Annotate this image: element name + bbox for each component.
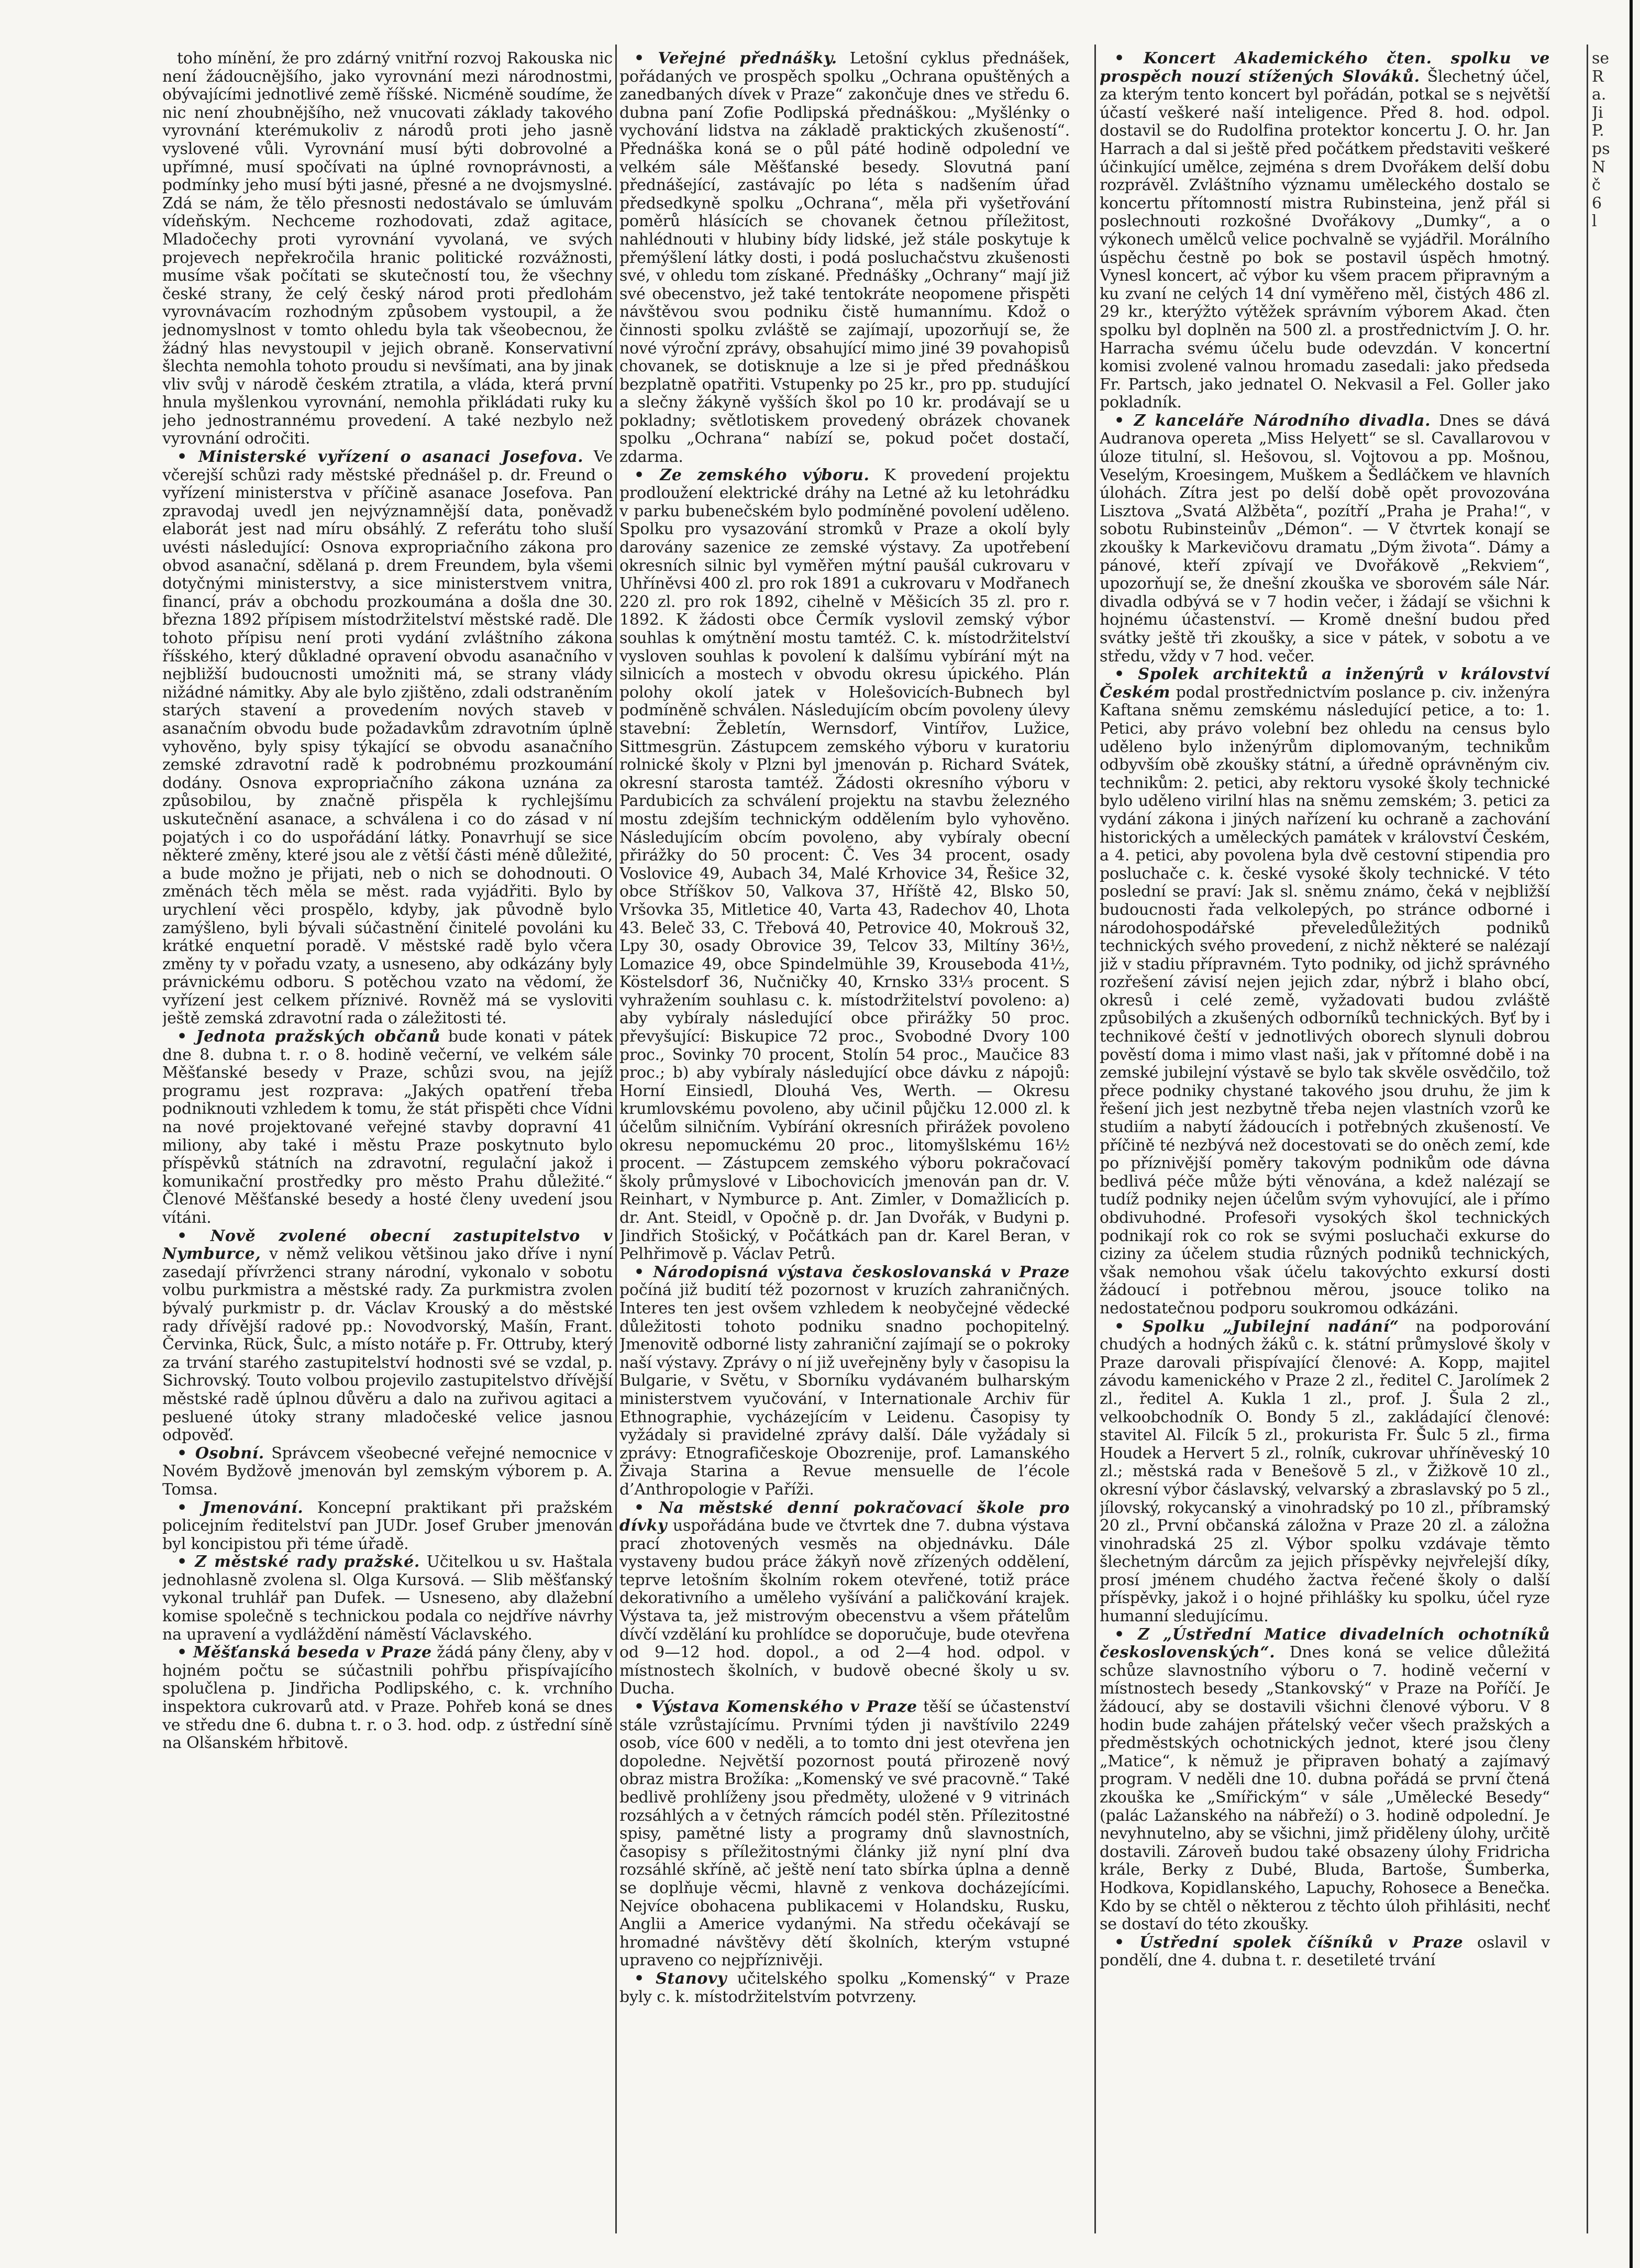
column-right <box>1100 50 1550 2218</box>
article-text: na podporování chudých a hodných žáků c. k. státní průmyslové školy v Praze darovali přispívající členové: A. Kopp, majitel závodu kamenického v Praze 2 zl., ředitel C. Jarolímek 2 zl., ředitel A. Kukla 1 zl., prof. J. Šula 2 zl., velkoobchodník O. Bondy 5 zl., zakládající členové: stavitel Al. Filcík 5 zl., prokurista Fr. Šulc 5 zl., firma Houdek a Hervert 5 zl., rolník, cukrovar uhříněveský 10 zl.; městská rada v Benešově 5 zl., v Žižkově 10 zl., okresní výbor čáslavský, velvarský a zbraslavský po 5 zl., jílovský, rokycanský a vinohradský po 10 zl., příbramský 20 zl., První občanská záložna v Praze 20 zl. a záložna vinohradská 25 zl. Výbor spolku vzdávaje těmto šlechetným dárcům za jejich příspěvky nejvřelejší díky, prosí jménem chudého žactva řečené školy o další příspěvky, jakož i o hojné přihlášky ku spolku, účel ryze humanní sledujícímu. <box>1100 1317 1550 1626</box>
page-border <box>1630 0 1633 2268</box>
article-text: toho mínění, že pro zdárný vnitřní rozvoj Rakouska nic není žádoucnějšího, jako vyrovnání mezi národnostmi, obývajícími jednotlivé země říšské. Nicméně soudíme, že nic není zhoubnějšího, než vnucovati základy takového vyrovnání kterémukoliv z národů proti jeho jasně vyslovené vůli. Vyrovnání musí býti dobrovolné a upřímné, musí spočívati na úplné rovnoprávnosti, a podmínky jeho musí býti jasné, přesné a ne dvojsmyslné. Zdá se nám, že tělo přesnosti nedostávalo se úmluvám vídeňským. Nechceme rozhodovati, zdaž agitace, Mladočechy proti vyrovnání vyvolaná, ve svých projevech nepřekročila hranic politické rozvážnosti, musíme však počítati se skutečností tou, že všechny české strany, že celý český národ proti předlohám vyrovnávacím rozhodným způsobem vystoupil, a že jednomyslnost v tomto ohledu byla tak všeobecnou, že žádný hlas nevystoupil v jejich obraně. Konservativní šlechta nemohla tohoto proudu si nevšímati, ana by jinak vliv svůj v národě českém ztratila, a vláda, která první hnula myšlenkou vyrovnání, nemohla přikládati ruky ku jeho jednostrannému provedení. A také nezbylo než vyrovnání odročiti. <box>162 50 613 448</box>
article-text: oslavil v pondělí, dne 4. dubna t. r. desetileté trvání <box>1100 1933 1550 1970</box>
edge-fragment: Ji <box>1592 103 1603 122</box>
article-paragraph <box>162 1499 613 1554</box>
edge-fragment: R <box>1592 67 1604 86</box>
article-heading: • Na městské denní pokračovací škole pro dívky <box>619 1499 1070 1535</box>
article-heading: • Jmenování. <box>177 1499 303 1517</box>
article-paragraph <box>1100 1318 1550 1626</box>
article-paragraph <box>1100 50 1550 412</box>
article-paragraph <box>162 1644 613 1753</box>
article-text: v němž velikou většinou jako dříve i nyní zasedají přívrženci strany národní, vykonalo v sobotu volbu purkmistra a městské rady. Za purkmistra zvolen bývalý purkmistr p. dr. Václav Krouský a do městské rady dřívější radové pp.: Novodvorský, Mašín, Frant. Červinka, Rück, Šulc, a místo notáře p. Fr. Ottruby, který za trvání starého zastupitelství hodnosti své se vzdal, p. Sichrovský. Touto volbou projevilo zastupitelstvo dřívější městské radě úplnou důvěru a dalo na zuřivou agitaci a pesluené útoky strany mladočeské velice jasnou odpověď. <box>162 1245 613 1445</box>
article-text: K provedení projektu prodloužení elektrické dráhy na Letné až ku letohrádku v parku bubenečském bylo podmíněné povolení uděleno. Spolku pro vysazování stromků v Praze a okolí byly darovány sazenice ze zemské výstavy. Za upotřebení okresních silnic byl vyměřen mýtní paušál cukrovaru v Uhříněvsi 400 zl. pro rok 1891 a cukrovaru v Modřanech 220 zl. pro rok 1892, cihelně v Měšicích 35 zl. pro r. 1892. K žádosti obce Čermík vyslovil zemský výbor souhlas k omýtnění mostu tamtéž. C. k. místodržitelství vysloven souhlas k povolení k dalšímu vybírání mýt na silnicích a mostech v obvodu okresu úpického. Plán polohy okolí jatek v Holešovicích-Bubnech byl podmíněně schválen. Následujícím obcím povoleny úlevy stavební: Žebletín, Wernsdorf, Vintířov, Lužice, Sittmesgrün. Zástupcem zemského výboru v kuratoriu rolnické školy v Plzni byl jmenován p. Richard Svátek, okresní starosta tamtéž. Žádosti okresního výboru v Pardubicích za schválení projektu na stavbu železného mostu zdejším technickým oddělením bylo vyhověno. Následujícím obcím povoleno, aby vybíraly obecní přirážky do 50 procent: Č. Ves 34 procent, osady Voslovice 49, Aubach 34, Malé Krhovice 34, Řešice 32, obce Stříškov 50, Valkova 37, Hříště 42, Blsko 50, Vršovka 35, Mitletice 40, Varta 43, Radechov 40, Lhota 43. Beleč 33, C. Třebová 40, Petrovice 40, Mokrouš 32, Lpy 30, osady Obrovice 39, Telcov 33, Miltíny 36½, Lomazice 49, obce Spindelmühle 39, Krouseboda 41½, Köstelsdorf 36, Nučničky 40, Krnsko 33⅓ procent. S vyhražením souhlasu c. k. místodržitelství povoleno: a) aby vybíraly následující obce přirážky 50 proc. převyšující: Biskupice 72 proc., Svobodné Dvory 100 proc., Sovinky 70 procent, Stolín 54 proc., Maučice 83 proc.; b) aby vybíraly následující obce dávku z nápojů: Horní Einsiedl, Dlouhá Ves, Werth. — Okresu krumlovskému povoleno, aby učinil půjčku 12.000 zl. k účelům silničním. Vybírání okresních přirážek povoleno okresu nepomuckému 20 proc., litomyšlskému 16½ procent. — Zástupcem zemského výboru pokračovací školy průmyslové v Libochovicích jmenován pan dr. V. Reinhart, v Nymburce p. Ant. Zimler, v Domažlicích p. dr. Ant. Steidl, v Opočně p. dr. Jan Dvořák, v Budyni p. Jindřich Stošický, v Počátkách pan dr. Karel Beran, v Pelhřimově p. Václav Petrů. <box>619 466 1070 1264</box>
article-text: žádá pány členy, aby v hojném počtu se súčastnili pohřbu přispívajícího spolučlena p. Jindřicha Podlipského, c. k. vrchního inspektora cukrovarů atd. v Praze. Pohřeb koná se dnes ve středu dne 6. dubna t. r. o 3. hod. odp. z ústřední síně na Olšanském hřbitově. <box>162 1643 613 1753</box>
article-text: Dnes se dává Audranova opereta „Miss Helyett“ se sl. Cavallarovou v úloze titulní, sl. Hešovou, sl. Vojtovou a pp. Mošnou, Veselým, Kroesingem, Muškem a Šedláčkem ve hlavních úlohách. Zítra jest po delší době opět provozována Lisztova „Svatá Alžběta“, pozítří „Praha je Praha!“, v sobotu Rubinsteinův „Démon“. — V čtvrtek konají se zkoušky k Markevičovu dramatu „Dým života“. Dámy a pánové, kteří zpívají ve Dvořákově „Rekviem“, upozorňují se, že dnešní zkouška ve sborovém sále Nár. divadla odbývá se v 7 hodin večer, i žádají se všichni k hojnému účastenství. — Kromě dnešní budou před svátky ještě tři zkoušky, a sice v pátek, v sobotu a ve středu, vždy v 7 hod. večer. <box>1100 411 1550 666</box>
article-text: učitelského spolku „Komenský“ v Praze byly c. k. místodržitelstvím potvrzeny. <box>619 1969 1070 2006</box>
edge-fragment: a. <box>1592 85 1606 104</box>
article-paragraph <box>162 50 613 448</box>
article-heading: • Spolku „Jubilejní nadání“ <box>1114 1318 1399 1336</box>
article-text: Šlechetný účel, za kterým tento koncert byl pořádán, potkal se s největší účastí veškeré naší inteligence. Před 8. hod. odpol. dostavil se do Rudolfina protektor koncertu J. O. hr. Jan Harrach a dal si ještě před počátkem představiti veškeré účinkující umělce, zejména s drem Dvořákem delší dobu rozprávěl. Zvláštního významu uměleckého dostalo se koncertu přítomností mistra Rubinsteina, jenž přál si poslechnouti rozkošné Dvořákovy „Dumky“, a o výkonech umělců velice pochvalně se vyjádřil. Morálního úspěchu čestně po bok se postavil úspěch hmotný. Vynesl koncert, ač výbor ku všem pracem připravným a ku zvaní ne celých 14 dní vyměřeno měl, čistých 486 zl. 29 kr., kterýžto výtěžek správním výborem Akad. čten spolku byl doplněn na 500 zl. a prostřednictvím J. O. hr. Harracha svému účelu bude odevzdán. V koncertní komisi zvolené valnou hromadu zasedali: jako předseda Fr. Partsch, jako jednatel O. Nekvasil a Fel. Goller jako pokladník. <box>1100 67 1550 412</box>
article-paragraph <box>619 1499 1070 1699</box>
article-heading: • Spolek architektů a inženýrů v království Českém <box>1100 665 1550 702</box>
article-heading: • Koncert Akademického čten. spolku ve prospěch nouzí stížených Slováků. <box>1100 50 1550 86</box>
article-paragraph <box>619 1698 1070 1970</box>
article-paragraph <box>619 50 1070 467</box>
article-paragraph <box>162 1445 613 1499</box>
article-heading: • Měšťanská beseda v Praze <box>177 1643 432 1662</box>
article-paragraph <box>619 1970 1070 2006</box>
article-paragraph <box>1100 666 1550 1318</box>
article-heading: • Ze zemského výboru. <box>634 466 870 484</box>
edge-fragment: ps <box>1592 139 1610 158</box>
article-text: Koncepní praktikant při pražském policejním ředitelství pan JUDr. Josef Gruber jmenován byl koncipistou při téme úřadě. <box>162 1498 613 1553</box>
article-text: Správcem všeobecné veřejné nemocnice v Novém Bydžově jmenován byl zemským výborem p. A. Tomsa. <box>162 1444 613 1499</box>
edge-fragment: se <box>1592 50 1610 68</box>
article-text: Dnes koná se velice důležitá schůze slavnostního výboru o 7. hodině večerní v místnostech besedy „Stankovský“ v Praze na Poříčí. Je žádoucí, aby se dostavili všichni členové výboru. V 8 hodin bude zahájen přátelský večer všech pražských a předměstských ochotnických jednot, které jsou členy „Matice“, k němuž je připraven bohatý a zajímavý program. V neděli dne 10. dubna pořádá se první čtená zkouška ke „Smířickým“ v sále „Umělecké Besedy“ (palác Lažanského na nábřeží) o 3. hodině odpolední. Je nevyhnutelno, aby se všichni, jimž přiděleny úlohy, určitě dostavili. Zároveň budou také obsazeny úlohy Fridricha krále, Berky z Dubé, Bluda, Bartoše, Šumberka, Hodkova, Kopidlanského, Lapuchy, Rohosece a Benečka. Kdo by se chtěl o některou z těchto úloh přihlásiti, nechť se dostaví do této zkoušky. <box>1100 1643 1550 1934</box>
article-heading: • Z městské rady pražské. <box>177 1553 420 1571</box>
article-paragraph <box>619 467 1070 1264</box>
edge-fragment: č <box>1592 176 1601 195</box>
article-heading: • Výstava Komenského v Praze <box>634 1698 917 1716</box>
article-paragraph <box>162 448 613 1028</box>
article-heading: • Veřejné přednášky. <box>634 50 837 68</box>
article-heading: • Nově zvolené obecní zastupitelstvo v Nymburce, <box>162 1227 613 1264</box>
article-heading: • Národopisná výstava českoslovanská v Praze <box>634 1263 1070 1281</box>
edge-fragment: N <box>1592 158 1606 176</box>
article-paragraph <box>1100 412 1550 666</box>
article-text: uspořádána bude ve čtvrtek dne 7. dubna výstava prací zhotovených vesměs na objednávku. Dále vystaveny budou práce žákyň nově zřízených oddělení, teprve letošním školním rokem otevřené, totiž práce dekorativního a uměleho vyšívání a paličkování krajek. Výstava ta, jež mistrovým obecenstvu a všem přátelům dívčí vzdělání ku prohlídce se doporučuje, bude otevřena od 9—12 hod. dopol., a od 2—4 hod. odpol. v místnostech školních, v budově obecné školy u sv. Ducha. <box>619 1517 1070 1698</box>
article-text: bude konati v pátek dne 8. dubna t. r. o 8. hodině večerní, ve velkém sále Měšťanské besedy v Praze, schůzi svou, na jejíž programu jest rozprava: „Jakých opatření třeba podniknouti vzhledem k tomu, že stát přispěti chce Vídni na nové projektované veřejné stavby dopravní 41 miliony, aby také i městu Praze poskytnuto bylo příspěvků státních na zdravotní, regulační jakož i komunikační prostředky pro město Prahu důležité.“ Členové Měšťanské besedy a hosté členy uvedení jsou vítáni. <box>162 1027 613 1227</box>
column-divider <box>615 45 617 2233</box>
article-heading: • Jednota pražských občanů <box>177 1027 440 1046</box>
article-text: těší se účastenství stále vzrůstajícímu. Prvními týden ji navštívilo 2249 osob, více 600 v neděli, a to tomto dni jest otevřena jen dopoledne. Největší pozornost poutá přirozeně nový obraz mistra Brožíka: „Komenský ve své pracovně.“ Také bedlivě prohlíženy jsou předměty, uložené v 9 vitrinách rozsáhlých a v četných rámcích podél stěn. Přílezitostné spisy, pamětné listy a programy dnů slavnostních, časopisy s příležitostnými články již nyní plní dva rozsáhlé skříně, ač ještě není tato sbírka úplna a denně se doplňuje věcmi, hlavně z venkova docházejícími. Nejvíce obohacena publikacemi v Holandsku, Rusku, Anglii a Americe vydanými. Na středu očekávají se hromadné návštěvy dětí školních, kterým vstupné upraveno co nejpříznivěji. <box>619 1698 1070 1970</box>
edge-fragment: 6 <box>1592 194 1602 213</box>
column-left <box>162 50 613 2218</box>
article-paragraph <box>162 1553 613 1644</box>
article-paragraph <box>162 1227 613 1445</box>
article-paragraph <box>619 1264 1070 1499</box>
column-divider <box>1587 45 1588 2233</box>
article-text: podal prostřednictvím poslance p. civ. inženýra Kaftana sněmu zemskému následující petice, a to: 1. Petici, aby právo volební bez ohledu na census bylo uděleno bylo inženýrům diplomovaným, technikům odbyvším obě zkoušky státní, a úředně oprávněným civ. technikům: 2. petici, aby rektoru vysoké školy technické bylo uděleno virilní hlas na sněmu zemském; 3. petici za vydání zákona i jiných nařízení ku ochraně a zachování historických a uměleckých památek v království Českém, a 4. petici, aby povolena byla dvě cestovní stipendia pro posluchače c. k. české vysoké školy technické. V této poslední se praví: Jak sl. sněmu známo, čeká v nejbližší budoucnosti řada velkolepých, po stránce odborné i národohospodářské převeledůležitých podniků technických svého provedení, z nichž některé se nalézají již v stadiu přípravném. Tyto podniky, od jichž správného rozřešení závisí nejen jejich zdar, nýbrž i blaho obcí, okresů i celé země, vyžadovati budou zvláště způsobilých a zkušených odborníků technických. Byť by i technikové čeští v jednotlivých oborech slynuli dobrou pověstí doma i mimo vlast naši, jak v přítomné době i na zemské jubilejní výstavě se bylo tak skvěle osvědčilo, tož přece podniky chystané takového jsou druhu, že jim k řešení jich jest nezbytně třeba nejen vlastních vzorů ke studiím a nabytí žádoucích i potřebných zkušeností. Ve příčině té nezbývá než docestovati se do oněch zemí, kde po příznivější poměry takovým podnikům ode dávna bedlivá péče může býti věnována, a kdež nalézají se tudíž podniky nejen účelům svým vyhovující, ale i přímo obdivuhodné. Profesoři vysokých škol technických podnikají rok co rok se svými posluchači exkurse do ciziny za účelem studia různých podniků technických, však nemohou však účelu takovýchto exkursí dosti žádoucí i potřebnou měrou, jsouce toliko na nedostatečnou podporu soukromou odkázáni. <box>1100 683 1550 1318</box>
article-heading: • Ústřední spolek číšníků v Praze <box>1114 1933 1463 1952</box>
column-divider <box>1094 45 1096 2233</box>
article-text: Ve včerejší schůzi rady městské přednášel p. dr. Freund o vyřízení ministerstva v příčině asanace Josefova. Pan zpravodaj uvedl jen nejvýznamnější data, poněvadž elaborát jest nad míru obsáhlý. Z referátu toho sluší uvésti následující: Osnova expropriačního zákona pro obvod asanační, sdělaná p. drem Freundem, byla všemi dotyčnými ministerstvy, a sice ministerstvem vnitra, financí, práv a obchodu prozkoumána a došla dne 30. března 1892 přípisem místodržitelství městské radě. Dle tohoto přípisu není proti vydání zvláštního zákona říšského, který důkladné opravení obvodu asanačního v nejbližší budoucnosti umožniti má, se strany vlády nižádné námitky. Aby ale bylo zjištěno, zdali odstraněním starých stavení a provedením nových staveb v asanačním obvodu bude požadavkům zdravotním úplně vyhověno, byly spisy týkající se obvodu asanačního zemské zdravotní radě k podrobnému prozkoumání dodány. Osnova expropriačního zákona uznána za způsobilou, by značně přispěla k rychlejšímu uskutečnění asanace, a schválena i co do zásad v ní pojatých i co do uspořádání látky. Ponavrhují se sice některé změny, které jsou ale z větší části méně důležité, a bude možno je přijati, neb o nich se dohodnouti. O změnách těch měla se měst. rada vyjádřiti. Bylo by urychlení věci prospělo, kdyby, jak původně bylo zamýšleno, byli bývali súčastnění činitelé povoláni ku krátké enquetní poradě. V městské radě bylo včera změny ty v pořadu vzaty, a usneseno, aby odkázány byly právnickému odboru. S potěchou vzato na vědomí, že vyřízení jest celkem příznivé. Rovněž má se vysloviti ještě zemská zdravotní rada o záležitosti té. <box>162 448 613 1028</box>
article-text: Učitelkou u sv. Haštala jednohlasně zvolena sl. Olga Kursová. — Slib měšťanský vykonal truhlář pan Dufek. — Usneseno, aby dlažební komise společně s technickou podala co nejdříve návrhy na upravení a vydláždění náměstí Václavského. <box>162 1553 613 1644</box>
edge-fragment: l <box>1592 212 1597 231</box>
article-heading: • Osobní. <box>177 1444 264 1463</box>
article-text: počíná již budití též pozornost v kruzích zahraničných. Interes ten jest ovšem vzhledem k neobyčejné vědecké důležitosti tohoto podniku snadno pochopitelný. Jmenovitě odborné listy zahraniční zajímají se o pokroky naší výstavy. Zprávy o ní již uveřejněny byly v časopisu la Bulgarie, v Světu, v Sborníku vydávaném bulharským ministerstvem vyučování, v Internationale Archiv für Ethnographie, vycházejícím v Leidenu. Časopisy ty vyžádaly si pravidelné zprávy další. Dále vyžádaly si zprávy: Etnografičeskoje Obozrenije, prof. Lamanského Živaja Starina a Revue mensuelle de l’école d’Anthropologie v Paříži. <box>619 1281 1070 1499</box>
article-paragraph <box>1100 1934 1550 1970</box>
column-middle <box>619 50 1070 2218</box>
article-heading: • Z kanceláře Národního divadla. <box>1114 412 1431 430</box>
article-text: Letošní cyklus přednášek, pořádaných ve prospěch spolku „Ochrana opuštěných a zanedbaných dívek v Praze“ zakončuje dnes ve středu 6. dubna paní Zofie Podlipská přednáškou: „Myšlénky o vychování lidstva na základě praktických zkušeností“. Přednáška koná se o půl páté hodině odpolední ve velkém sále Měšťanské besedy. Slovutná paní přednášející, zastávajíc po léta s nadšením úřad předsedkyně spolku „Ochrana“, měla při vyšetřování poměrů hlásících se chovanek četnou příležitost, nahlédnouti v hlubiny bídy lidské, jež stále poskytuje k přemýšlení látky dosti, i podá posluchačstvu zkušenosti své, v ohledu tom získané. Přednášky „Ochrany“ mají již své obecenstvo, jež také tentokráte neopomene přispěti návštěvou svou podniku čistě humannímu. Kdož o činnosti spolku zvláště se zajímají, upozorňují se, že nové výroční zprávy, obsahující mimo jiné 39 povahopisů chovanek, se dotisknuje a lze si je před přednáškou bezplatně opatřiti. Vstupenky po 25 kr., pro pp. studující a slečny žákyně vyšších škol po 10 kr. prodávají se u pokladny; světlotiskem provedený obrázek chovanek spolku „Ochrana“ nabízí se, pokud počet dostačí, zdarma. <box>619 50 1070 467</box>
article-heading: • Z „Ústřední Matice divadelních ochotníků československých“. <box>1100 1625 1550 1662</box>
next-page-edge-fragments <box>1592 50 1634 2218</box>
article-paragraph <box>1100 1626 1550 1934</box>
article-paragraph <box>162 1028 613 1227</box>
edge-fragment: P. <box>1592 121 1604 140</box>
article-heading: • Ministerské vyřízení o asanaci Josefova. <box>177 448 583 466</box>
article-heading: • Stanovy <box>634 1970 727 1988</box>
